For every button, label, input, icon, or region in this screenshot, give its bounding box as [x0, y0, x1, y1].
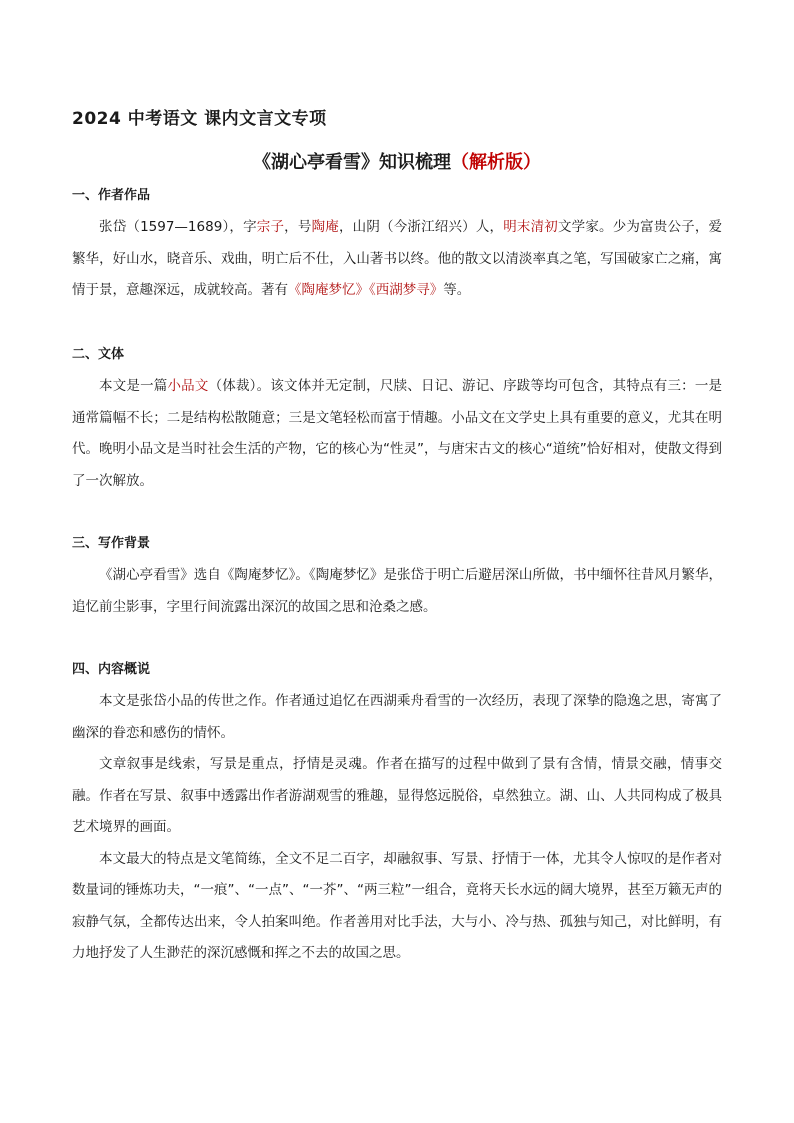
genre-paragraph	[72, 371, 722, 497]
section-heading-summary: 四、内容概说	[72, 662, 151, 677]
document-title	[0, 148, 794, 174]
section-genre	[72, 345, 722, 497]
background-paragraph: 《湖心亭看雪》选自《陶庵梦忆》。《陶庵梦忆》是张岱于明亡后避居深山所做，书中缅怀往昔风月繁华，追忆前尘影事，字里行间流露出深沉的故国之思和沧桑之感。	[72, 567, 722, 615]
author-courtesy-name: 宗子	[256, 219, 285, 235]
section-author	[72, 186, 722, 307]
title-main: 《湖心亭看雪》知识梳理	[253, 152, 451, 173]
book-title-1: 《陶庵梦忆》	[288, 282, 369, 298]
text-run: 文学家。少为富贵公子，爱繁华，好山水，晓音乐、戏曲，明亡后不仕，入山著书以终。他的散文以清淡率真之笔，写国破家亡之痛，寓情于景，意趣深远，成就较高。著有	[72, 219, 723, 298]
text-run: 本文是一篇	[99, 378, 168, 394]
text-run: （体裁）。该文体并无定制，尺牍、日记、游记、序跋等均可包含，其特点有三：一是通常篇幅不长；二是结构松散随意；三是文笔轻松而富于情趣。小品文在文学史上具有重要的意义，尤其在明代。晚明小品文是当时社会生活的产物，它的核心为“性灵”，与唐宋古文的核心“道统”恰好相对，使散文得到了一次解放。	[72, 378, 723, 489]
section-summary	[72, 660, 722, 970]
author-paragraph	[72, 212, 722, 307]
book-title-2: 《西湖梦寻》	[369, 282, 444, 298]
author-pen-name: 陶庵	[311, 219, 339, 235]
section-heading-genre: 二、文体	[72, 347, 125, 362]
text-run: 等。	[443, 282, 471, 298]
title-suffix: （解析版）	[451, 152, 541, 173]
text-run: ，号	[284, 219, 312, 235]
genre-term: 小品文	[167, 378, 209, 394]
section-heading-background: 三、写作背景	[72, 536, 151, 551]
text-run: 张岱（1597—1689），字	[99, 219, 257, 235]
summary-paragraph-1: 本文是张岱小品的传世之作。作者通过追忆在西湖乘舟看雪的一次经历，表现了深挚的隐逸之思，寄寓了幽深的眷恋和感伤的情怀。	[72, 693, 722, 741]
section-background	[72, 534, 722, 623]
summary-paragraph-2: 文章叙事是线索，写景是重点，抒情是灵魂。作者在描写的过程中做到了景有含情，情景交融，情事交融。作者在写景、叙事中透露出作者游湖观雪的雅趣，显得悠远脱俗，卓然独立。湖、山、人共同构成了极具艺术境界的画面。	[72, 756, 722, 835]
document-header: 2024 中考语文 课内文言文专项	[72, 109, 327, 129]
author-era: 明末清初	[503, 219, 558, 235]
text-run: ，山阴（今浙江绍兴）人，	[338, 219, 504, 235]
section-heading-author: 一、作者作品	[72, 188, 151, 203]
summary-paragraph-3: 本文最大的特点是文笔简练，全文不足二百字，却融叙事、写景、抒情于一体，尤其令人惊叹的是作者对数量词的锤炼功夫，“一痕”、“一点”、“一芥”、“两三粒”一组合，竟将天长水远的阔大境界，甚至万籁无声的寂静气氛，全都传达出来，令人拍案叫绝。作者善用对比手法，大与小、冷与热、孤独与知己，对比鲜明，有力地抒发了人生渺茫的深沉感慨和挥之不去的故国之思。	[72, 850, 722, 961]
